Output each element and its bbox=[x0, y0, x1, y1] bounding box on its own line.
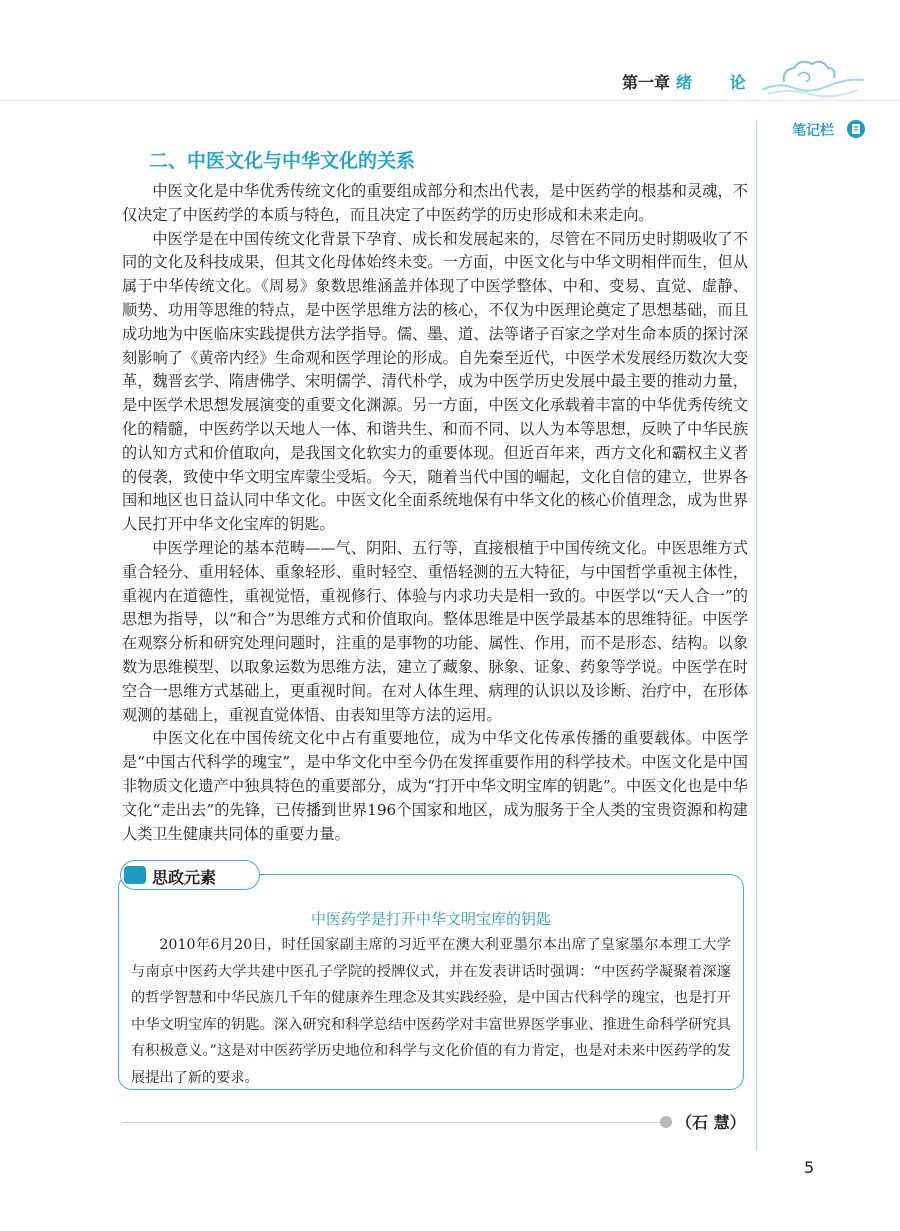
paragraph: 中医文化在中国传统文化中占有重要地位，成为中华文化传承传播的重要载体。中医学是“中国古代科学的瑰宝”，是中华文化中至今仍在发挥重要作用的科学技术。中医文化是中国非物质文化遗产中独具特色的重要部分，成为“打开中华文明宝库的钥匙”。中医文化也是中华文化“走出去”的先锋，已传播到世界196个国家和地区，成为服务于全人类的宝贵资源和构建人类卫生健康共同体的重要力量。 bbox=[122, 729, 748, 843]
cloud-icon bbox=[124, 866, 146, 884]
paragraph: 中医文化是中华优秀传统文化的重要组成部分和杰出代表，是中医药学的根基和灵魂，不仅决定了中医药学的本质与特色，而且决定了中医药学的历史形成和未来走向。 bbox=[122, 182, 748, 224]
bullet-dot-icon bbox=[660, 1116, 672, 1128]
author-credit: （石 慧） bbox=[676, 1113, 746, 1132]
cloud-ornament-icon bbox=[758, 56, 868, 100]
box-tab-label: 思政元素 bbox=[152, 868, 217, 887]
author-divider bbox=[122, 1122, 662, 1123]
paragraph: 中医学理论的基本范畴——气、阴阳、五行等，直接根植于中国传统文化。中医思维方式重合轻分、重用轻体、重象轻形、重时轻空、重悟轻测的五大特征，与中国哲学重视主体性，重视内在道德性，重视觉悟，重视修行、体验与内求功夫是相一致的。中医学以“天人合一”的思想为指导，以“和合”为思维方式和价值取向。整体思维是中医学最基本的思维特征。中医学在观察分析和研究处理问题时，注重的是事物的功能、属性、作用，而不是形态、结构。以象数为思维模型、以取象运数为思维方法，建立了藏象、脉象、证象、药象等学说。中医学在时空合一思维方式基础上，更重视时间。在对人体生理、病理的认识以及诊断、治疗中，在形体观测的基础上，重视直觉体悟、由表知里等方法的运用。 bbox=[122, 538, 748, 724]
notes-margin-rail bbox=[756, 120, 757, 1150]
page-number: 5 bbox=[804, 1158, 815, 1177]
chapter-number: 第一章 bbox=[622, 73, 671, 92]
notes-label: 笔记栏 bbox=[792, 123, 834, 139]
box-text bbox=[131, 932, 731, 1091]
paragraph: 中医学是在中国传统文化背景下孕育、成长和发展起来的，尽管在不同历史时期吸收了不同的文化及科技成果，但其文化母体始终未变。一方面，中医文化与中华文明相伴而生，但从属于中华传统文化。《周易》象数思维涵盖并体现了中医学整体、中和、变易、直觉、虚静、顺势、功用等思维的特点，是中医学思维方法的核心，不仅为中医理论奠定了思想基础，而且成功地为中医临床实践提供方法学指导。儒、墨、道、法等诸子百家之学对生命本质的探讨深刻影响了《黄帝内经》生命观和医学理论的形成。自先秦至近代，中医学术发展经历数次大变革，魏晋玄学、隋唐佛学、宋明儒学、清代朴学，成为中医学历史发展中最主要的推动力量，是中医学术思想发展演变的重要文化渊源。另一方面，中医文化承载着丰富的中华优秀传统文化的精髓，中医药学以天地人一体、和谐共生、和而不同、以人为本等思想，反映了中华民族的认知方式和价值取向，是我国文化软实力的重要体现。但近百年来，西方文化和霸权主义者的侵袭，致使中华文明宝库蒙尘受垢。今天，随着当代中国的崛起，文化自信的建立，世界各国和地区也日益认同中华文化。中医文化全面系统地保有中华文化的核心价值理念，成为世界人民打开中华文化宝库的钥匙。 bbox=[122, 229, 748, 534]
box-title: 中医药学是打开中华文明宝库的钥匙 bbox=[310, 910, 551, 928]
chapter-header bbox=[622, 70, 762, 93]
body-text bbox=[122, 180, 748, 846]
chapter-title: 绪 论 bbox=[676, 73, 762, 92]
notebook-icon bbox=[846, 119, 866, 139]
section-title: 二、中医文化与中华文化的关系 bbox=[149, 150, 416, 172]
header-divider bbox=[0, 100, 900, 101]
box-paragraph: 2010年6月20日，时任国家副主席的习近平在澳大利亚墨尔本出席了皇家墨尔本理工大学与南京中医药大学共建中医孔子学院的授牌仪式，并在发表讲话时强调：“中医药学凝聚着深邃的哲学智慧和中华民族几千年的健康养生理念及其实践经验，是中国古代科学的瑰宝，也是打开中华文明宝库的钥匙。深入研究和科学总结中医药学对丰富世界医学事业、推进生命科学研究具有积极意义。”这是对中医药学历史地位和科学与文化价值的有力肯定，也是对未来中医药学的发展提出了新的要求。 bbox=[131, 937, 731, 1086]
